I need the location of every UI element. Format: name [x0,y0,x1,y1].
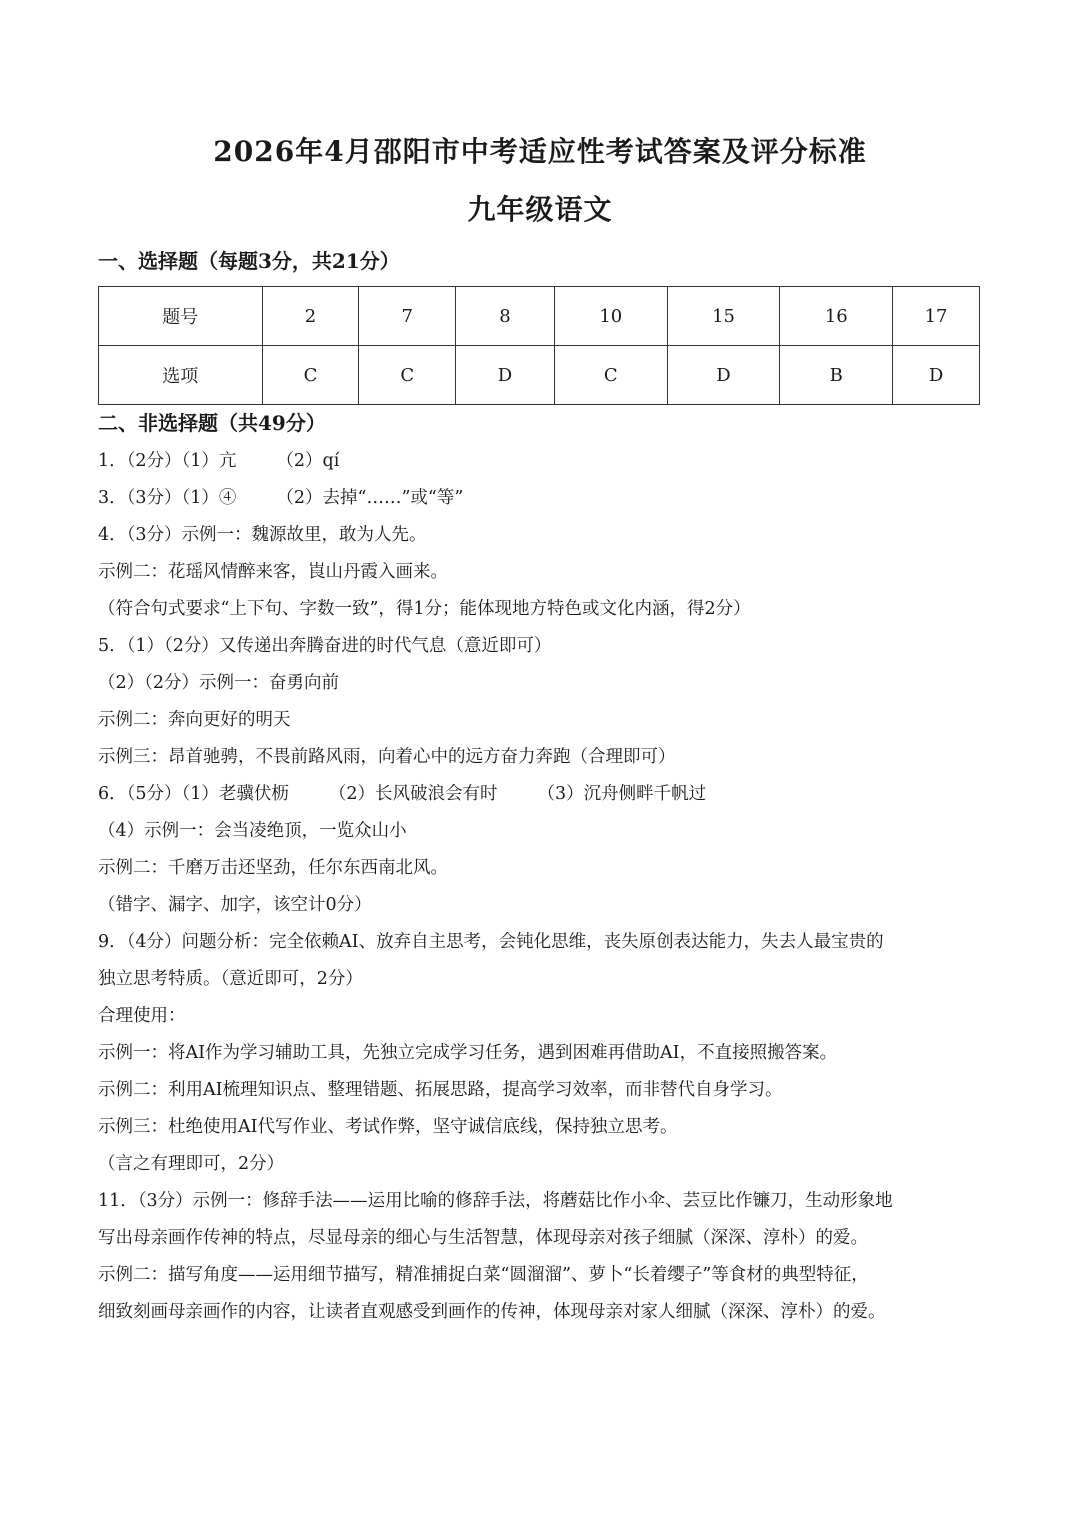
answer-line [98,706,980,743]
answer-segment: （2）qí [276,451,340,471]
question-number-cell: 2 [262,287,359,346]
answer-segment: （2）去掉“……”或“等” [276,488,464,508]
answer-segment: （2）（2分）示例一：奋勇向前 [98,673,340,693]
answer-line [98,743,980,780]
question-number-row [99,287,980,346]
answer-segment: 示例三：杜绝使用AI代写作业、考试作弊，坚守诚信底线，保持独立思考。 [98,1117,678,1137]
answer-segment: （符合句式要求“上下句、字数一致”，得1分；能体现地方特色或文化内涵，得2分） [98,599,751,619]
answer-line [98,1039,980,1076]
question-number-cell: 15 [667,287,780,346]
answer-segment: 示例二：花瑶风情醉来客，崀山丹霞入画来。 [98,562,448,582]
answer-segment: （3）沉舟侧畔千帆过 [537,784,707,804]
answer-option-row [99,346,980,405]
answer-line [98,1150,980,1187]
answer-segment: 11．（3分）示例一：修辞手法——运用比喻的修辞手法，将蘑菇比作小伞、芸豆比作镰刀，生动形象地 [98,1191,893,1211]
answer-line [98,1224,980,1261]
answer-line [98,891,980,928]
answer-line [98,595,980,632]
answer-segment: 9．（4分）问题分析：完全依赖AI、放弃自主思考，会钝化思维，丧失原创表达能力，失去人最宝贵的 [98,932,884,952]
answer-segment: 细致刻画母亲画作的内容，让读者直观感受到画作的传神，体现母亲对家人细腻（深深、淳朴）的爱。 [98,1302,886,1322]
answer-line [98,447,980,484]
answer-option-cell: C [262,346,359,405]
answer-segment: 写出母亲画作传神的特点，尽显母亲的细心与生活智慧，体现母亲对孩子细腻（深深、淳朴）的爱。 [98,1228,868,1248]
answer-option-cell: D [667,346,780,405]
answer-line [98,1187,980,1224]
answer-line [98,521,980,558]
answer-line [98,1261,980,1298]
answer-text-body [98,447,980,1335]
answer-option-cell: C [359,346,456,405]
question-number-cell: 7 [359,287,456,346]
answer-segment: 6．（5分）（1）老骥伏枥 [98,784,289,804]
answer-segment: 示例二：奔向更好的明天 [98,710,291,730]
answer-line [98,1298,980,1335]
document-title: 2026年4月邵阳市中考适应性考试答案及评分标准 [213,135,867,168]
answer-segment: 3．（3分）（1）④ [98,488,237,508]
section-1-heading: 一、选择题（每题3分，共21分） [98,249,400,273]
question-number-cell: 17 [893,287,980,346]
answer-segment: （2）长风破浪会有时 [328,784,498,804]
answer-line [98,928,980,965]
answer-line [98,632,980,669]
answer-line [98,854,980,891]
answer-line [98,1002,980,1039]
answer-segment: 示例三：昂首驰骋，不畏前路风雨，向着心中的远方奋力奔跑（合理即可） [98,747,676,767]
answer-segment: 合理使用： [98,1006,186,1026]
answer-segment: 示例一：将AI作为学习辅助工具，先独立完成学习任务，遇到困难再借助AI，不直接照搬答案。 [98,1043,838,1063]
question-number-cell: 10 [554,287,667,346]
answer-option-cell: D [456,346,555,405]
answer-line [98,484,980,521]
answer-segment: （言之有理即可，2分） [98,1154,285,1174]
row-label-option: 选项 [99,346,263,405]
answer-segment: 示例二：千磨万击还坚劲，任尔东西南北风。 [98,858,448,878]
answer-segment: 独立思考特质。（意近即可，2分） [98,969,363,989]
answer-segment: 1．（2分）（1）亢 [98,451,237,471]
answer-segment: 示例二：利用AI梳理知识点、整理错题、拓展思路，提高学习效率，而非替代自身学习。 [98,1080,783,1100]
answer-segment: （错字、漏字、加字，该空计0分） [98,895,372,915]
answer-line [98,780,980,817]
answer-segment: 5．（1）（2分）又传递出奔腾奋进的时代气息（意近即可） [98,636,552,656]
question-number-cell: 8 [456,287,555,346]
answer-segment: 示例二：描写角度——运用细节描写，精准捕捉白菜“圆溜溜”、萝卜“长着缨子”等食材的典型特征， [98,1265,869,1285]
answer-segment: 4．（3分）示例一：魏源故里，敢为人先。 [98,525,427,545]
question-number-cell: 16 [780,287,893,346]
row-label-question: 题号 [99,287,263,346]
answer-line [98,558,980,595]
answer-line [98,1076,980,1113]
section-2-heading: 二、非选择题（共49分） [98,411,326,435]
answer-line [98,965,980,1002]
document-subtitle: 九年级语文 [467,193,613,226]
answer-line [98,669,980,706]
answer-line [98,817,980,854]
answer-line [98,1113,980,1150]
answer-segment: （4）示例一：会当凌绝顶，一览众山小 [98,821,407,841]
answer-option-cell: B [780,346,893,405]
answer-option-cell: C [554,346,667,405]
answer-table [98,286,980,405]
answer-option-cell: D [893,346,980,405]
